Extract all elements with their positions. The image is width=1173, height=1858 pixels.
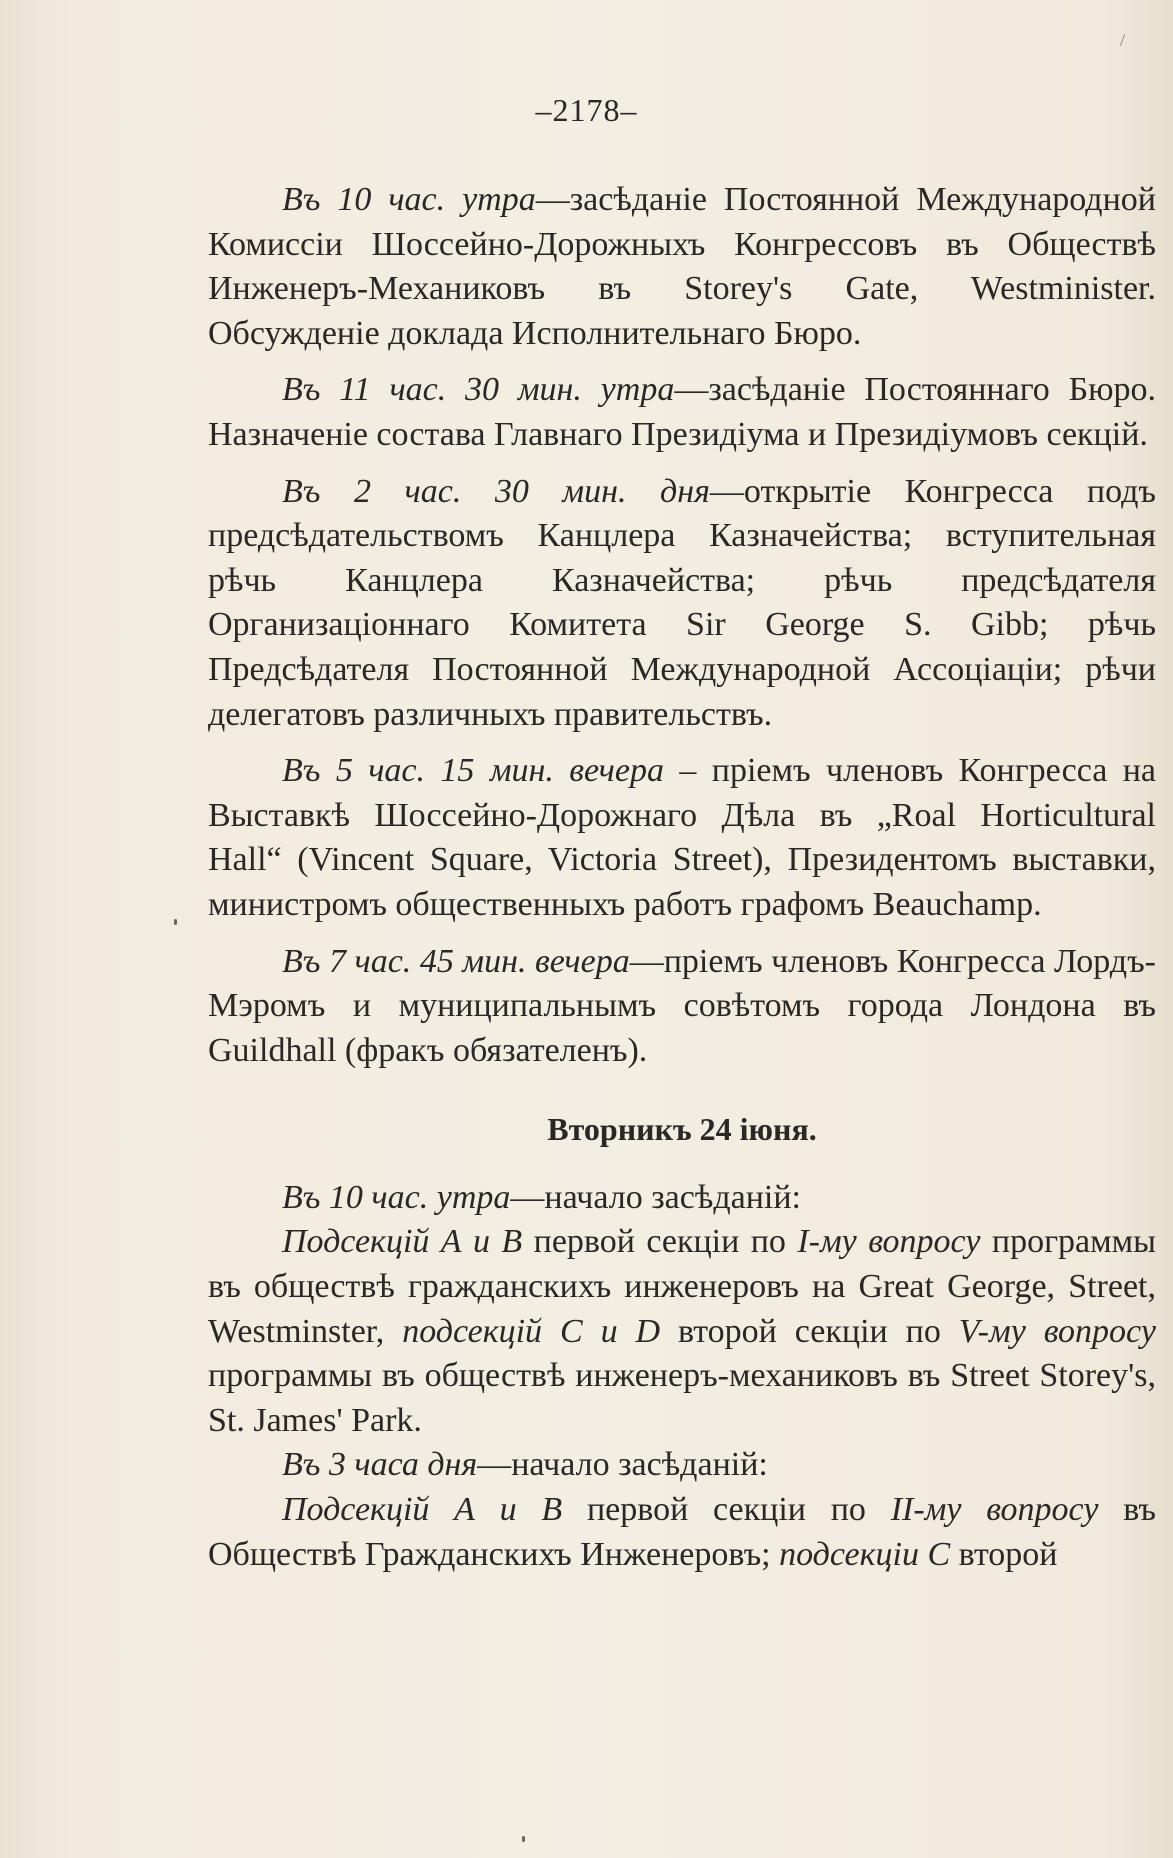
paragraph-4 [208, 749, 1156, 927]
paragraph-text: —открытіе Конгресса подъ предсѣдательствомъ Канцлера Казначейства; вступительная рѣчь Канцлера Казначейства; рѣчь предсѣдателя Организаціоннаго Комитета Sir George S. Gibb; рѣчь Предсѣдателя Постоянной Международной Ассоціаціи; рѣчи делегатовъ различныхъ правительствъ. [208, 472, 1156, 733]
italic-term: Подсекцій А и В [282, 1491, 563, 1529]
paragraph-text: программы въ обществѣ гражданскихъ инженеровъ на Great George, Street, Westminster, [208, 1223, 1156, 1350]
paragraph-2 [208, 368, 1156, 457]
paragraph-text: —пріемъ членовъ Конгресса Лордъ-Мэромъ и муниципальнымъ совѣтомъ города Лондона въ Guildhall (фракъ обязателенъ). [208, 942, 1157, 1069]
paragraph-text: первой секціи по [562, 1491, 891, 1529]
time-lead: Въ 10 час. утра [282, 181, 536, 218]
time-lead: Въ 10 час. утра [282, 1178, 511, 1216]
italic-term: Подсекцій А и В [282, 1223, 523, 1261]
ink-speck [174, 919, 177, 925]
time-lead: Въ 5 час. 15 мин. вечера [282, 752, 664, 790]
paragraph-text: – пріемъ членовъ Конгресса на Выставкѣ Шоссейно-Дорожнаго Дѣла въ „Roal Horticultural Hall“ (Vincent Square, Victoria Street), Президентомъ выставки, министромъ общественныхъ работъ графомъ Beauchamp. [208, 752, 1156, 923]
tuesday-paragraph-2 [208, 1220, 1156, 1443]
paragraph-5 [208, 940, 1156, 1074]
tuesday-paragraph-1 [208, 1176, 1156, 1221]
ink-speck [522, 1836, 525, 1842]
paragraph-1 [208, 178, 1156, 356]
margin-mark: / [1120, 30, 1126, 50]
time-lead: Въ 2 час. 30 мин. дня [282, 472, 710, 510]
paragraph-text: —начало засѣданій: [510, 1178, 802, 1216]
paragraph-text: —засѣданіе Постояннаго Бюро. Назначеніе состава Главнаго Президіума и Президіумовъ секцій. [208, 371, 1157, 453]
body-text [208, 178, 1156, 1577]
paragraph-text: первой секціи по [522, 1223, 798, 1261]
time-lead: Въ 7 час. 45 мин. вечера [282, 942, 630, 980]
italic-term: подсекцій C и D [402, 1312, 661, 1350]
paragraph-text: программы въ обществѣ инженеръ-механиковъ въ Street Storey's, St. James' Park. [208, 1357, 1156, 1439]
section-heading: Вторникъ 24 іюня. [547, 1111, 817, 1148]
time-lead: Въ 3 часа дня [282, 1446, 478, 1484]
italic-term: V-му вопросу [958, 1312, 1156, 1350]
tuesday-paragraph-4 [208, 1488, 1156, 1577]
paragraph-text: въ Обществѣ Гражданскихъ Инженеровъ; [208, 1491, 1157, 1573]
paragraph-text: второй секціи по [660, 1312, 959, 1350]
paragraph-text: —засѣданіе Постоянной Международной Комиссіи Шоссейно-Дорожныхъ Конгрессовъ въ Обществѣ Инженеръ-Механиковъ въ Storey's Gate, Westminister. Обсужденіе доклада Исполнительнаго Бюро. [208, 181, 1156, 352]
italic-term: подсекціи C [779, 1535, 951, 1573]
italic-term: I-му вопросу [797, 1223, 981, 1261]
tuesday-paragraph-3 [208, 1443, 1156, 1488]
time-lead: Въ 11 час. 30 мин. утра [282, 371, 675, 409]
italic-term: II-му вопросу [890, 1491, 1099, 1529]
paragraph-text: —начало засѣданій: [477, 1446, 768, 1484]
page-number: –2178– [535, 92, 638, 128]
paragraph-3 [208, 470, 1156, 738]
paragraph-text: второй [950, 1535, 1058, 1573]
